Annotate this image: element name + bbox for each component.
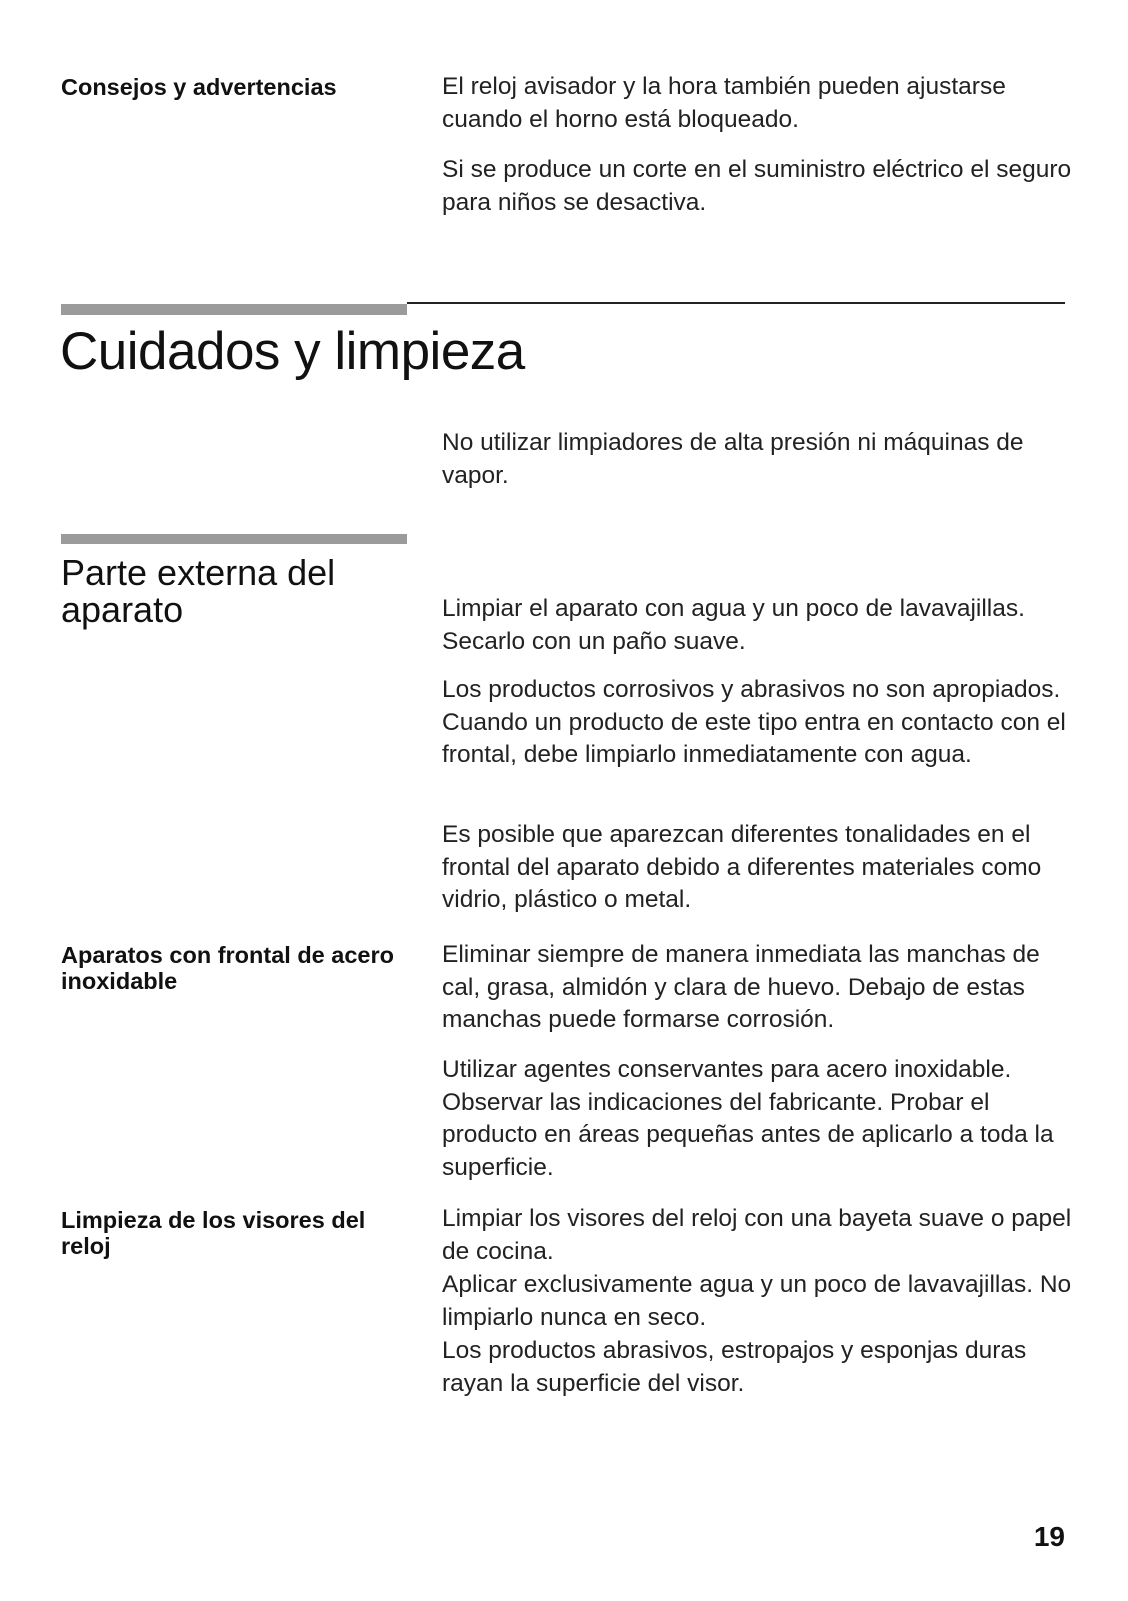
chapter-rule-thin [407, 302, 1065, 304]
chapter-intro: No utilizar limpiadores de alta presión ni máquinas de vapor. [442, 429, 1024, 489]
stainless-paragraph-1: Eliminar siempre de manera inmediata las manchas de cal, grasa, almidón y clara de huevo. Debajo de estas manchas puede formarse corrosión. [442, 941, 1040, 1033]
exterior-heading: Parte externa del aparato [61, 552, 336, 630]
tips-label: Consejos y advertencias [61, 74, 337, 100]
tips-paragraph-1: El reloj avisador y la hora también pueden ajustarse cuando el horno está bloqueado. [442, 73, 1006, 133]
clock-display-line-2: Aplicar exclusivamente agua y un poco de lavavajillas. No limpiarlo nunca en seco. [442, 1271, 1072, 1331]
clock-display-line-1: Limpiar los visores del reloj con una bayeta suave o papel de cocina. [442, 1205, 1072, 1265]
page-number: 19 [1033, 1521, 1065, 1552]
clock-display-label: Limpieza de los visores del reloj [61, 1207, 366, 1259]
exterior-paragraph-2: Los productos corrosivos y abrasivos no son apropiados. Cuando un producto de este tipo entra en contacto con el frontal, debe limpiarlo inmediatamente con agua. [442, 676, 1066, 768]
tips-paragraph-2: Si se produce un corte en el suministro eléctrico el seguro para niños se desactiva. [442, 156, 1072, 216]
chapter-title: Cuidados y limpieza [60, 322, 525, 381]
chapter-rule-thick [61, 304, 407, 315]
exterior-rule [61, 534, 407, 544]
exterior-paragraph-1: Limpiar el aparato con agua y un poco de lavavajillas. Secarlo con un paño suave. [442, 595, 1025, 655]
stainless-label: Aparatos con frontal de acero inoxidable [61, 942, 394, 994]
stainless-paragraph-2: Utilizar agentes conservantes para acero inoxidable. Observar las indicaciones del fabricante. Probar el producto en áreas pequeñas antes de aplicarlo a toda la superficie. [442, 1056, 1054, 1181]
clock-display-line-3: Los productos abrasivos, estropajos y esponjas duras rayan la superficie del visor. [442, 1337, 1027, 1397]
exterior-paragraph-3: Es posible que aparezcan diferentes tonalidades en el frontal del aparato debido a diferentes materiales como vidrio, plástico o metal. [442, 821, 1042, 913]
